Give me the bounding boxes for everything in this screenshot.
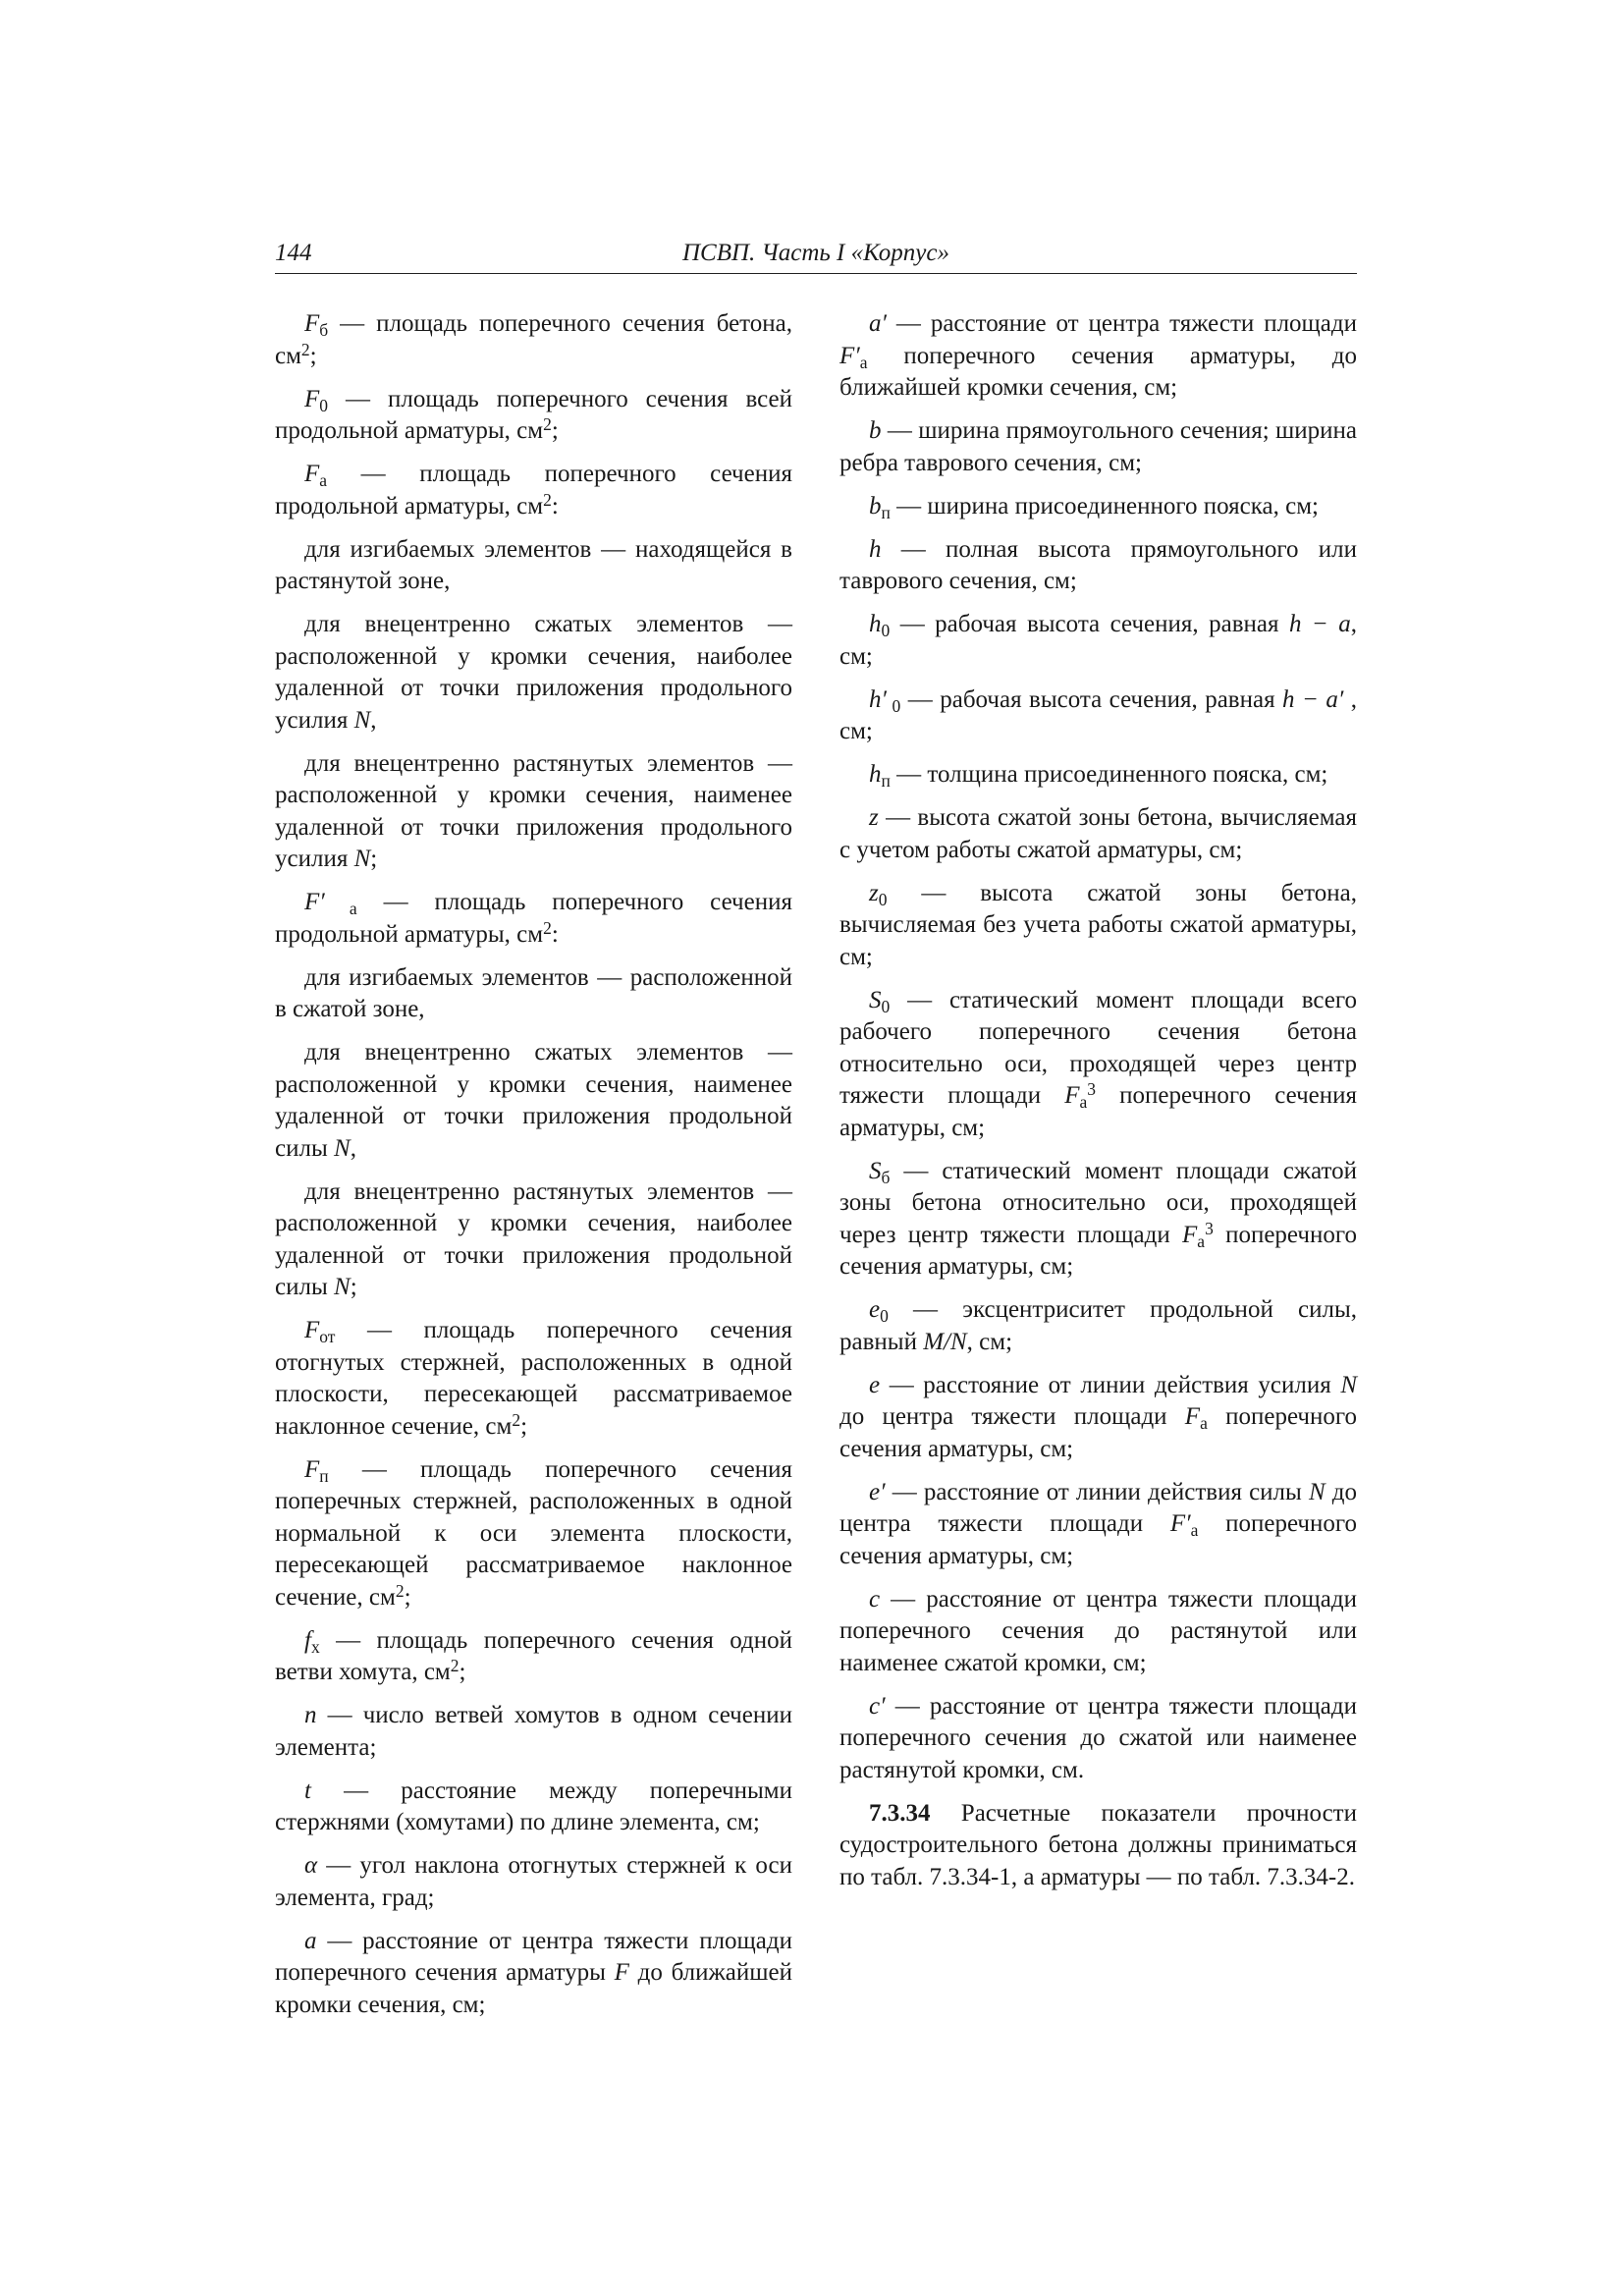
definition-text: для внецентренно растянутых элементов — расположенной у кромки сечения, наиболее удаленной от точки приложения продольной силы [275, 1177, 792, 1300]
definition-paragraph [275, 1315, 792, 1443]
unit-exponent: 3 [1087, 1079, 1097, 1100]
symbol-subscript: а [1197, 1230, 1206, 1251]
definition-paragraph [839, 1156, 1357, 1284]
definition-text: — площадь поперечного сечения бетона, см [275, 310, 792, 369]
definition-paragraph [275, 1850, 792, 1914]
definition-text: — расстояние от линии действия усилия [880, 1371, 1341, 1398]
definition-paragraph [839, 759, 1357, 792]
definition-text: до центра тяжести площади [839, 1478, 1357, 1537]
symbol: F [304, 310, 320, 337]
symbol-subscript: б [319, 319, 329, 340]
symbol: F [1184, 1403, 1201, 1430]
definition-text: , [350, 1134, 356, 1162]
symbol-subscript: п [881, 502, 891, 522]
definition-paragraph [275, 609, 792, 737]
definition-paragraph [839, 1798, 1357, 1894]
definition-text: — высота сжатой зоны бетона, вычисляемая с учетом работы сжатой арматуры, см; [839, 804, 1357, 863]
symbol-subscript: 0 [880, 1305, 889, 1326]
definition-paragraph [275, 1926, 792, 2022]
definition-paragraph [275, 887, 792, 951]
definition-paragraph [275, 459, 792, 522]
definition-text: — площадь поперечного сечения продольной арматуры, см [275, 889, 792, 948]
symbol: S [869, 986, 882, 1013]
definition-text: — ширина присоединенного пояска, см; [890, 492, 1319, 519]
definition-text: — эксцентриситет продольной силы, равный [839, 1296, 1357, 1355]
definition-text: — расстояние от центра тяжести площади поперечного сечения до сжатой или наименее растянутой кромки, см. [839, 1692, 1357, 1783]
definition-text: до ближайшей кромки сечения, см; [275, 1959, 792, 2018]
definition-paragraph [839, 1691, 1357, 1787]
symbol: F [304, 1317, 320, 1343]
definition-text: — ширина прямоугольного сечения; ширина ребра таврового сечения, см; [839, 417, 1357, 476]
definition-paragraph [275, 1776, 792, 1839]
page-number: 144 [275, 240, 312, 266]
symbol: e [869, 1296, 881, 1323]
definition-text: ; [978, 1114, 986, 1141]
definition-text: , см; [966, 1328, 1013, 1355]
page-header [275, 240, 1357, 274]
definition-text: — площадь поперечного сечения одной ветви хомута, см [275, 1626, 792, 1685]
symbol-subscript: а [1200, 1412, 1208, 1433]
definition-paragraph [839, 609, 1357, 673]
definition-text: для изгибаемых элементов — расположенной в сжатой зоне, [275, 963, 792, 1022]
symbol: F [304, 461, 320, 487]
definition-text: — расстояние между поперечными стержнями (хомутами) по длине элемента, см; [275, 1777, 792, 1835]
symbol: N [353, 846, 371, 872]
definition-text: для внецентренно сжатых элементов — расположенной у кромки сечения, наименее удаленной от точки приложения продольной силы [275, 1039, 792, 1162]
definition-text: — расстояние от линии действия силы [885, 1478, 1309, 1505]
definition-text: для внецентренно сжатых элементов — расположенной у кромки сечения, наиболее удаленной от точки приложения продольного усилия [275, 611, 792, 734]
definition-text: : [551, 492, 559, 519]
symbol: N [334, 1134, 351, 1162]
symbol-subscript: 0 [878, 889, 888, 909]
definition-paragraph [839, 534, 1357, 598]
symbol: F [614, 1959, 629, 1986]
symbol: S [869, 1157, 882, 1184]
definition-text: ; [520, 1412, 528, 1440]
symbol: a [304, 1927, 317, 1954]
symbol-subscript: от [319, 1326, 336, 1346]
unit-exponent: 3 [1205, 1218, 1214, 1238]
definition-text: ; [309, 342, 317, 369]
definition-text: поперечного сечения арматуры, см [839, 1221, 1357, 1280]
symbol: F′ [839, 342, 860, 369]
definition-paragraph [839, 415, 1357, 479]
definition-text: : [551, 920, 559, 948]
definition-text: для изгибаемых элементов — находящейся в растянутой зоне, [275, 535, 792, 594]
definition-text: — статический момент площади всего рабочего поперечного сечения бетона относительно оси, проходящей через центр тяжести площади [839, 986, 1357, 1109]
definition-text: ; [551, 417, 559, 444]
symbol: e [869, 1371, 881, 1398]
definition-paragraph [839, 1477, 1357, 1573]
symbol: F [304, 385, 320, 412]
symbol: N [334, 1274, 351, 1300]
symbol-subscript: а [1190, 1519, 1199, 1540]
symbol: z [869, 879, 879, 906]
definition-text: ; [350, 1274, 357, 1300]
definition-text: поперечного сечения арматуры, см; [839, 1510, 1357, 1569]
symbol: M/N [923, 1328, 967, 1355]
definition-text: — рабочая высота сечения, равная [890, 611, 1289, 637]
definition-paragraph [275, 748, 792, 876]
unit-exponent: 2 [395, 1580, 405, 1601]
definition-text: — площадь поперечного сечения всей продольной арматуры, см [275, 385, 792, 444]
symbol-subscript: 0 [881, 996, 891, 1016]
definition-paragraph [275, 1625, 792, 1689]
symbol-subscript: х [310, 1636, 320, 1657]
symbol: e′ [869, 1478, 886, 1505]
symbol: α [304, 1852, 318, 1879]
running-title: ПСВП. Часть I «Корпус» [682, 240, 949, 266]
definition-paragraph [275, 1176, 792, 1304]
symbol: h [869, 535, 882, 563]
definition-text: , [370, 706, 377, 734]
definition-paragraph [275, 1037, 792, 1165]
symbol: f [304, 1626, 311, 1654]
symbol: a′ [869, 310, 887, 337]
definition-text: , см; [839, 611, 1357, 670]
symbol: b [869, 492, 882, 519]
symbol-subscript: а [1079, 1091, 1088, 1112]
definition-text: до центра тяжести площади [839, 1403, 1185, 1430]
unit-exponent: 2 [450, 1656, 460, 1676]
symbol: N [1340, 1371, 1357, 1398]
symbol-subscript: 0 [886, 695, 901, 716]
unit-exponent: 2 [543, 489, 552, 510]
unit-exponent: 2 [300, 339, 310, 359]
definition-text: ; [1066, 1253, 1074, 1280]
definition-text: , см; [839, 685, 1358, 744]
definition-paragraph [839, 1584, 1357, 1680]
symbol: h′ [869, 685, 887, 713]
definition-text: — высота сжатой зоны бетона, вычисляемая без учета работы сжатой арматуры, см; [839, 879, 1357, 970]
definition-paragraph [839, 878, 1357, 974]
symbol-subscript: а [324, 898, 357, 918]
definition-text: для внецентренно растянутых элементов — расположенной у кромки сечения, наименее удаленной от точки приложения продольного усилия [275, 749, 792, 872]
definition-paragraph [839, 802, 1357, 866]
symbol-subscript: а [319, 469, 328, 490]
definition-text: — площадь поперечного сечения продольной арматуры, см [275, 461, 792, 519]
symbol: F [304, 1455, 320, 1483]
symbol: F [1064, 1082, 1080, 1109]
definition-text: — площадь поперечного сечения отогнутых стержней, расположенных в одной плоскости, пересекающей рассматриваемое наклонное сечение, см [275, 1317, 792, 1440]
definition-paragraph [275, 534, 792, 598]
definition-text: ; [459, 1659, 466, 1685]
definition-paragraph [275, 962, 792, 1026]
definition-paragraph [275, 384, 792, 448]
definition-text: — расстояние от центра тяжести площади поперечного сечения арматуры [275, 1927, 792, 1986]
definition-text: — площадь поперечного сечения поперечных стержней, расположенных в одной нормальной к оси элемента плоскости, пересекающей рассматриваемое наклонное сечение, см [275, 1455, 792, 1611]
symbol: F′ [304, 889, 325, 915]
symbol: c [869, 1585, 881, 1613]
definition-paragraph [839, 985, 1357, 1145]
definition-text: — полная высота прямоугольного или таврового сечения, см; [839, 535, 1357, 594]
definition-text: — число ветвей хомутов в одном сечении элемента; [275, 1702, 792, 1761]
definition-paragraph [275, 1700, 792, 1764]
definition-paragraph [275, 308, 792, 372]
definition-paragraph [839, 1294, 1357, 1358]
unit-exponent: 2 [543, 414, 552, 435]
symbol: h − a′ [1282, 685, 1344, 713]
symbol: z [869, 804, 879, 831]
section-number: 7.3.34 [869, 1799, 931, 1827]
right-column [839, 308, 1357, 1905]
symbol: F′ [1169, 1510, 1191, 1537]
definition-text: — статический момент площади сжатой зоны бетона относительно оси, проходящей через центр тяжести площади [839, 1157, 1357, 1248]
symbol: h − a [1288, 611, 1351, 637]
definition-text: ; [370, 846, 378, 872]
symbol-subscript: б [881, 1167, 891, 1187]
symbol-subscript: п [881, 770, 891, 791]
symbol: t [304, 1777, 311, 1804]
definition-paragraph [275, 1454, 792, 1614]
symbol: F [1182, 1221, 1198, 1248]
definition-text: ; [404, 1583, 411, 1611]
unit-exponent: 2 [543, 917, 552, 938]
definition-text: Расчетные показатели прочности судостроительного бетона должны приниматься по табл. 7.3.34-1, а арматуры — по табл. 7.3.34-2. [839, 1799, 1357, 1890]
symbol-subscript: 0 [319, 395, 329, 415]
definition-paragraph [839, 1370, 1357, 1466]
symbol: N [353, 706, 371, 734]
unit-exponent: 2 [512, 1409, 521, 1430]
symbol: n [304, 1702, 317, 1728]
symbol: N [1308, 1478, 1325, 1505]
definition-text: — угол наклона отогнутых стержней к оси элемента, град; [275, 1852, 792, 1911]
definition-text: — расстояние от центра тяжести площади поперечного сечения до растянутой или наименее сжатой кромки, см; [839, 1585, 1357, 1676]
symbol-subscript: а [859, 352, 868, 372]
definition-paragraph [839, 684, 1357, 748]
definition-paragraph [839, 491, 1357, 523]
symbol-subscript: 0 [881, 620, 891, 640]
definition-text: — толщина присоединенного пояска, см; [890, 761, 1328, 788]
left-column [275, 308, 792, 2033]
definition-text: — рабочая высота сечения, равная [900, 685, 1283, 713]
symbol: b [869, 417, 882, 444]
definition-text: поперечного сечения арматуры, до ближайшей кромки сечения, см; [839, 342, 1357, 401]
symbol: h [869, 761, 882, 788]
symbol: h [869, 611, 882, 637]
definition-text: — расстояние от центра тяжести площади [886, 310, 1357, 337]
symbol-subscript: п [319, 1465, 329, 1486]
definition-paragraph [839, 308, 1357, 405]
symbol: c′ [869, 1692, 886, 1720]
definition-text: поперечного сечения арматуры, см; [839, 1403, 1358, 1462]
definition-text: поперечного сечения арматуры, см [839, 1082, 1357, 1141]
